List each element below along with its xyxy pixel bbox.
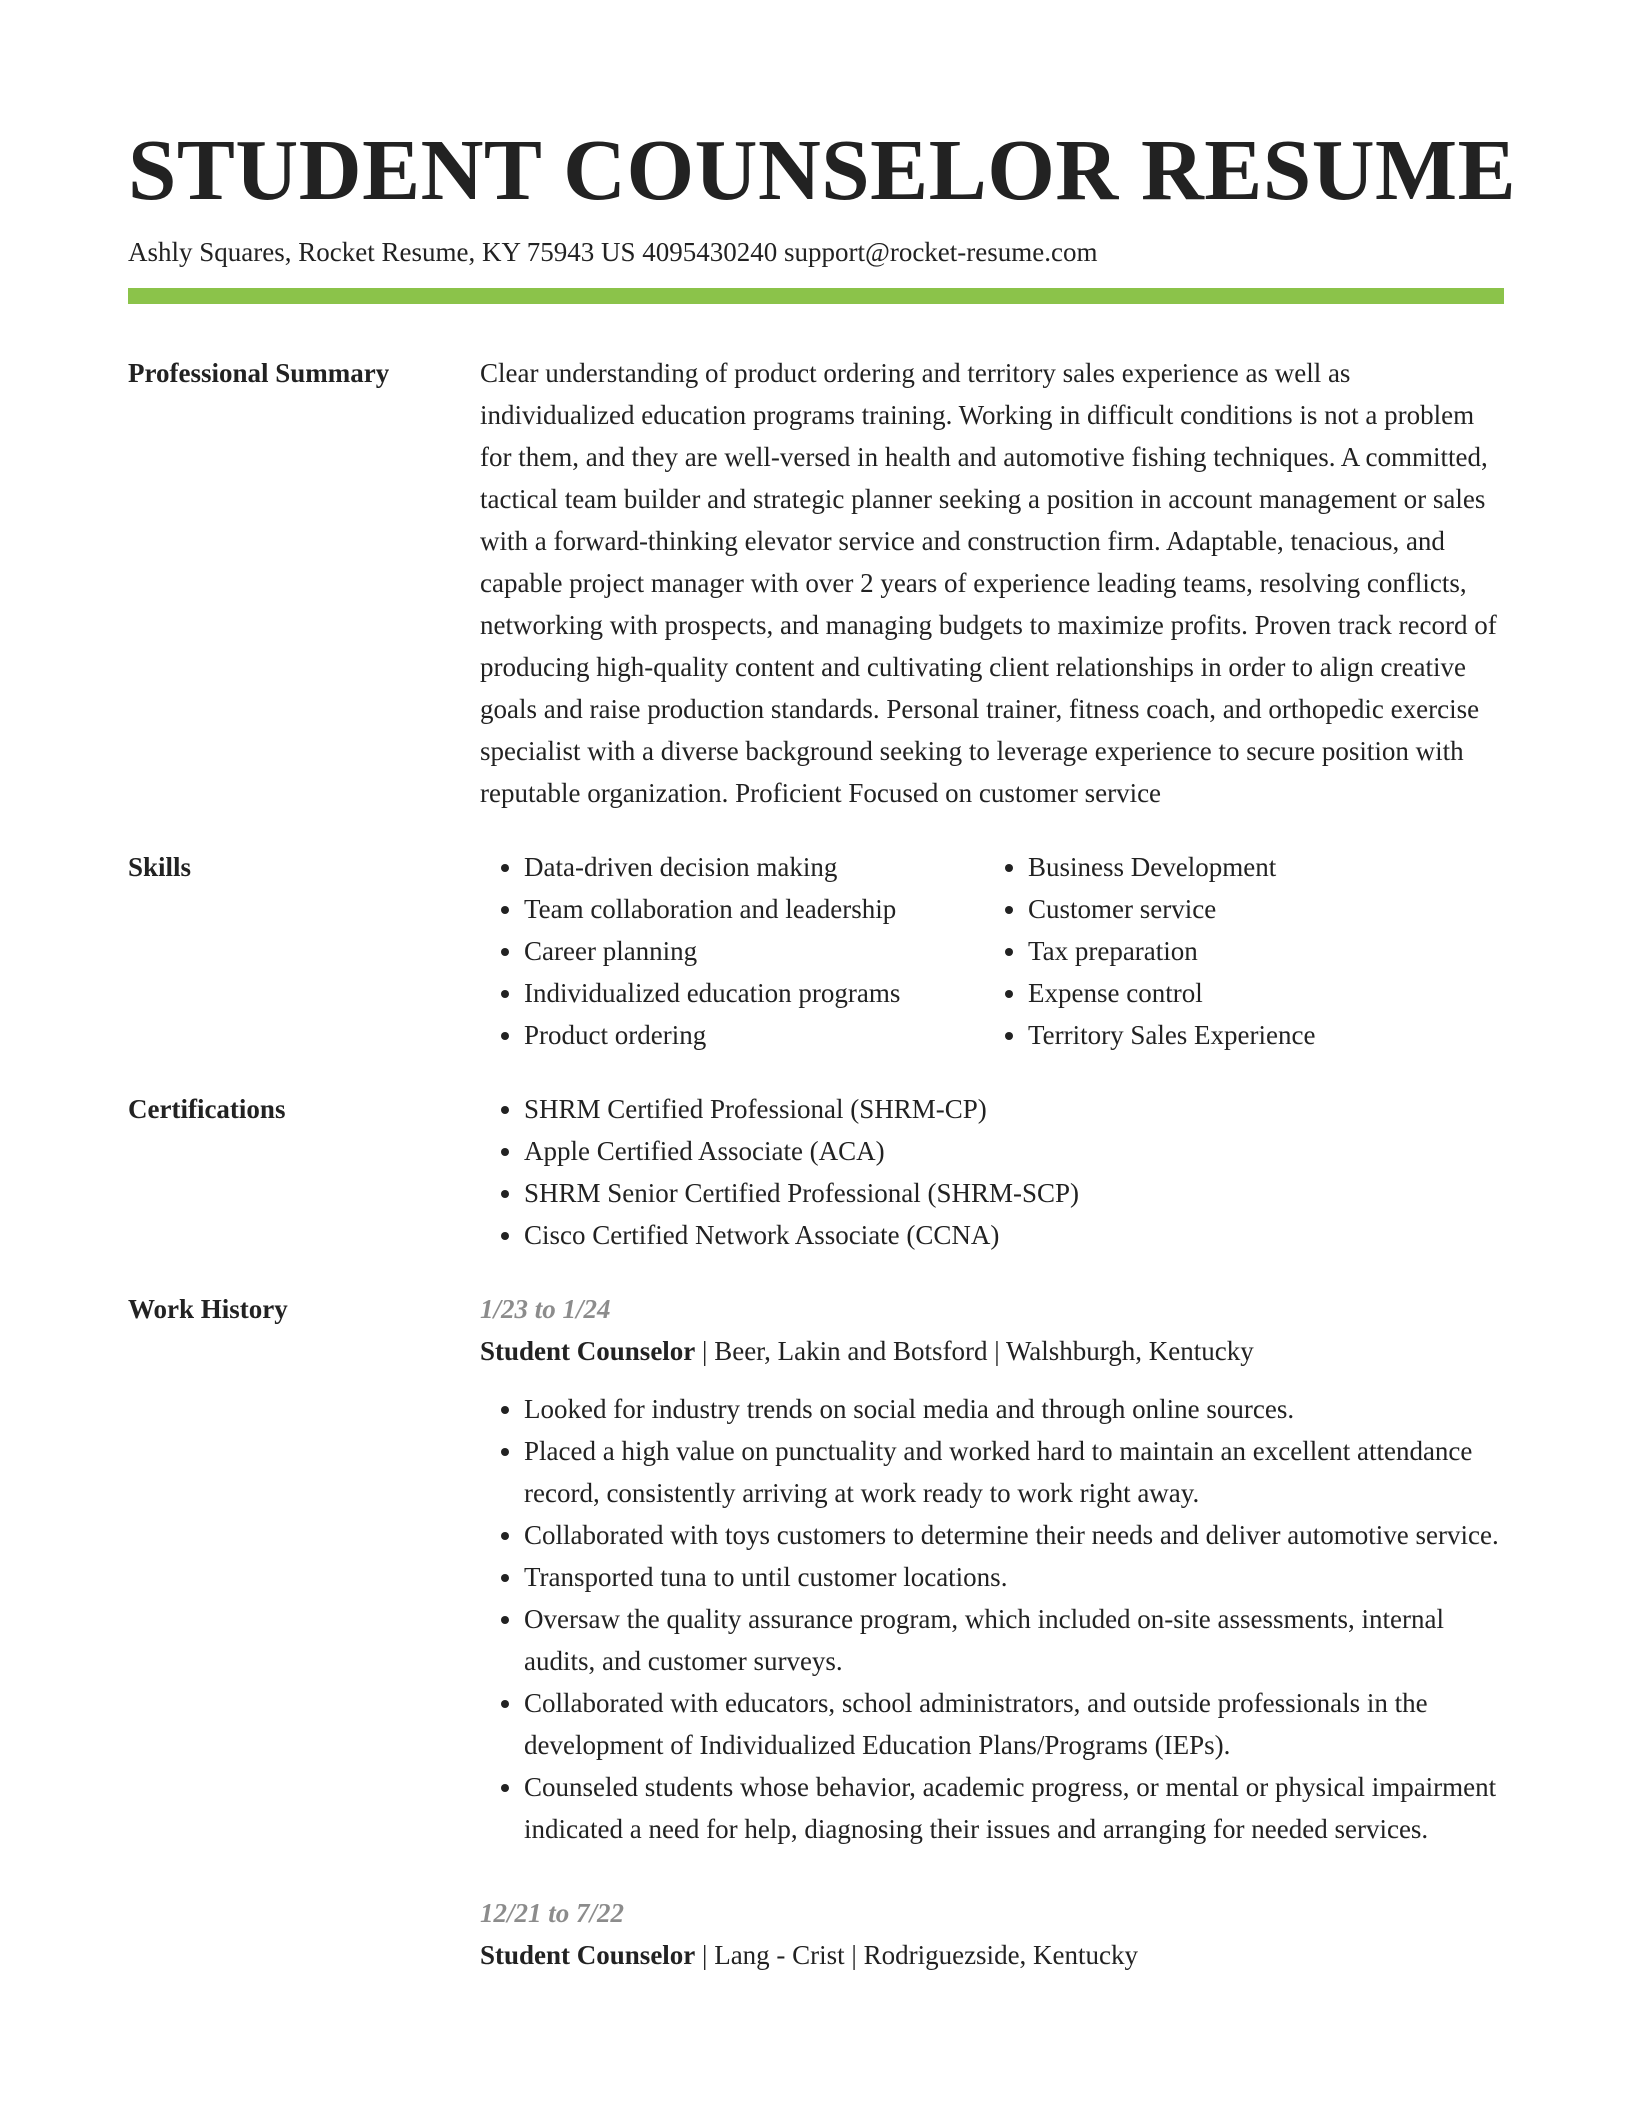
skill-item: • Customer service	[1028, 888, 1528, 930]
duty-item: • Oversaw the quality assurance program, which included on-site assessments, internal audits, and customer surveys.	[524, 1598, 1504, 1682]
skill-item: • Career planning	[524, 930, 984, 972]
certification-item: • Cisco Certified Network Associate (CCNA)	[524, 1214, 1504, 1256]
job-employer-location: | Lang - Crist | Rodriguezside, Kentucky	[695, 1940, 1139, 1970]
certification-item: • Apple Certified Associate (ACA)	[524, 1130, 1504, 1172]
work-history-section	[128, 1288, 1504, 1976]
duty-item: • Collaborated with toys customers to determine their needs and deliver automotive service.	[524, 1514, 1504, 1556]
job-duties-list	[480, 1388, 1504, 1850]
duty-item: • Counseled students whose behavior, academic progress, or mental or physical impairment indicated a need for help, diagnosing their issues and arranging for needed services.	[524, 1766, 1504, 1850]
job-employer-location: | Beer, Lakin and Botsford | Walshburgh, Kentucky	[695, 1336, 1254, 1366]
job-title: Student Counselor	[480, 1940, 696, 1970]
certification-item: • SHRM Senior Certified Professional (SHRM-SCP)	[524, 1172, 1504, 1214]
duty-item: • Transported tuna to until customer locations.	[524, 1556, 1504, 1598]
skill-item: • Team collaboration and leadership	[524, 888, 984, 930]
skill-item: • Territory Sales Experience	[1028, 1014, 1528, 1056]
skills-list-right	[984, 846, 1528, 1056]
skill-item: • Business Development	[1028, 846, 1528, 888]
skills-section	[128, 846, 1504, 1056]
duty-item: • Collaborated with educators, school administrators, and outside professionals in the development of Individualized Education Plans/Programs (IEPs).	[524, 1682, 1504, 1766]
skill-item: • Data-driven decision making	[524, 846, 984, 888]
duty-item: • Placed a high value on punctuality and worked hard to maintain an excellent attendance record, consistently arriving at work ready to work right away.	[524, 1430, 1504, 1514]
skills-grid	[480, 846, 1528, 1056]
contact-line: Ashly Squares, Rocket Resume, KY 75943 US 4095430240 support@rocket-resume.com	[128, 237, 1098, 267]
header-accent-rule	[128, 288, 1504, 304]
section-label: Professional Summary	[128, 358, 390, 388]
professional-summary-section	[128, 352, 1504, 814]
certification-item: • SHRM Certified Professional (SHRM-CP)	[524, 1088, 1504, 1130]
job-title: Student Counselor	[480, 1336, 696, 1366]
resume-title: STUDENT COUNSELOR RESUME	[128, 121, 1517, 218]
certifications-section	[128, 1088, 1504, 1256]
skills-list-left	[480, 846, 984, 1056]
job-dates: 12/21 to 7/22	[480, 1898, 625, 1928]
skill-item: • Product ordering	[524, 1014, 984, 1056]
job-dates: 1/23 to 1/24	[480, 1294, 611, 1324]
job-entry	[480, 1288, 1504, 1850]
duty-item: • Looked for industry trends on social media and through online sources.	[524, 1388, 1504, 1430]
skill-item: • Expense control	[1028, 972, 1528, 1014]
summary-text: Clear understanding of product ordering and territory sales experience as well as individualized education programs training. Working in difficult conditions is not a problem for them, and they are well-versed in health and automotive fishing techniques. A committed, tactical team builder and strategic planner seeking a position in account management or sales with a forward-thinking elevator service and construction firm. Adaptable, tenacious, and capable project manager with over 2 years of experience leading teams, resolving conflicts, networking with prospects, and managing budgets to maximize profits. Proven track record of producing high-quality content and cultivating client relationships in order to align creative goals and raise production standards. Personal trainer, fitness coach, and orthopedic exercise specialist with a diverse background seeking to leverage experience to secure position with reputable organization. Proficient Focused on customer service	[480, 358, 1497, 808]
certifications-list	[480, 1088, 1504, 1256]
resume-page	[128, 118, 1517, 1976]
job-heading	[480, 1330, 1504, 1372]
skill-item: • Tax preparation	[1028, 930, 1528, 972]
job-heading	[480, 1934, 1504, 1976]
section-label: Certifications	[128, 1094, 286, 1124]
section-label: Work History	[128, 1294, 288, 1324]
skill-item: • Individualized education programs	[524, 972, 984, 1014]
section-label: Skills	[128, 852, 192, 882]
job-entry	[480, 1892, 1504, 1976]
